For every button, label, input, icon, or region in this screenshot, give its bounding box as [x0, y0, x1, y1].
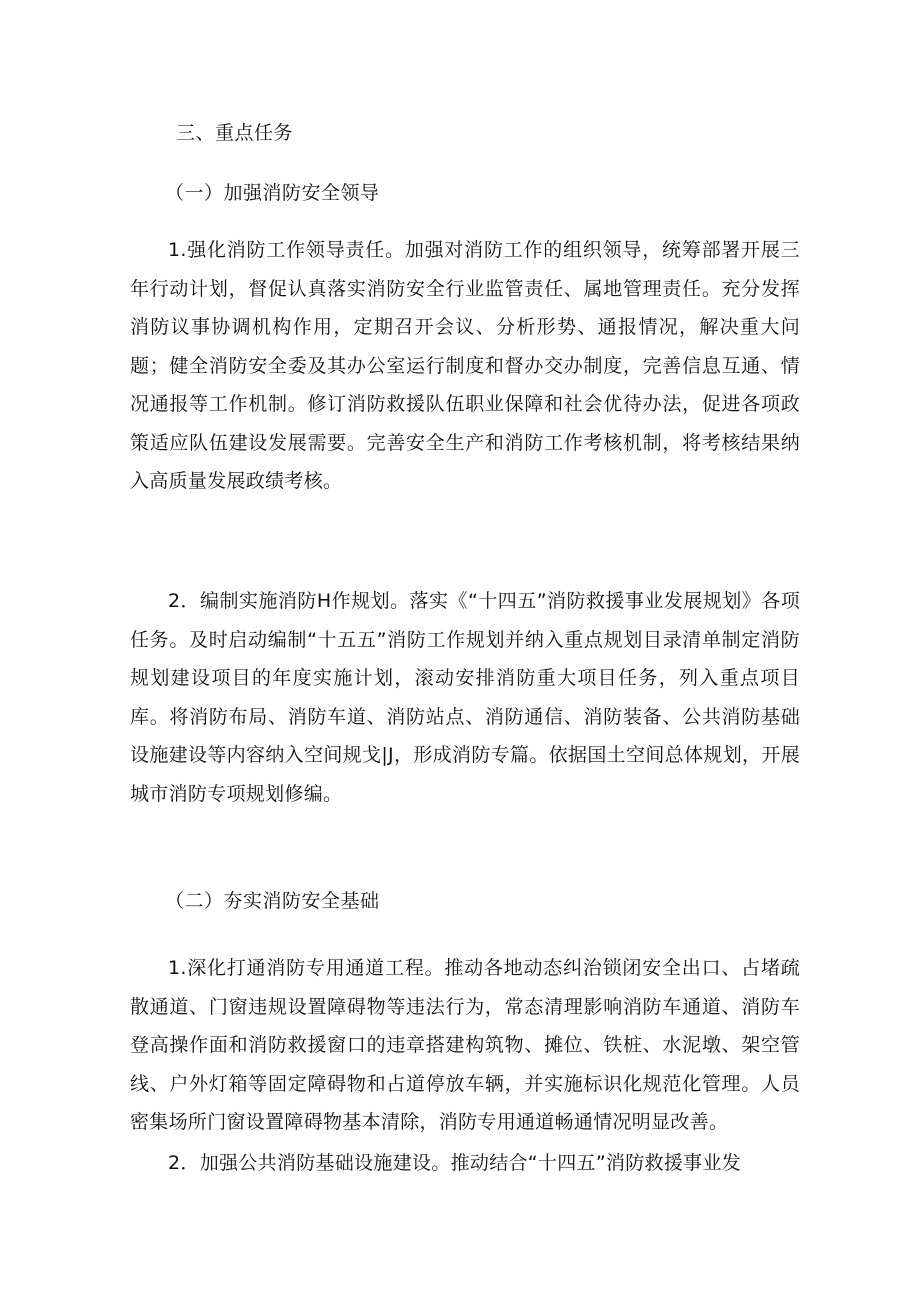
section-heading: 三、重点任务 [176, 122, 294, 144]
subsection-title-1: （一）加强消防安全领导 [165, 182, 380, 204]
paragraph-block-2 [130, 582, 800, 813]
paragraph: 1.深化打通消防专用通道工程。推动各地动态纠治锁闭安全出口、占堵疏散通道、门窗违规设置障碍物等违法行为，常态清理影响消防车通道、消防车登高操作面和消防救援窗口的违章搭建构筑物、摊位、铁桩、水泥墩、架空管线、户外灯箱等固定障碍物和占道停放车辆，并实施标识化规范化管理。人员密集场所门窗设置障碍物基本清除，消防专用通道畅通情况明显改善。 [130, 957, 800, 1133]
paragraph: 2．加强公共消防基础设施建设。推动结合“十四五”消防救援事业发 [168, 1152, 742, 1174]
paragraph-block-1 [130, 231, 800, 501]
paragraph-block-3 [130, 949, 800, 1142]
paragraph: 2．编制实施消防H作规划。落实《“十四五”消防救援事业发展规划》各项任务。及时启动编制“十五五”消防工作规划并纳入重点规划目录清单制定消防规划建设项目的年度实施计划，滚动安排消防重大项目任务，列入重点项目库。将消防布局、消防车道、消防站点、消防通信、消防装备、公共消防基础设施建设等内容纳入空间规戈|J，形成消防专篇。依据国土空间总体规划，开展城市消防专项规划修编。 [130, 590, 800, 805]
subsection-title-2: （二）夯实消防安全基础 [165, 890, 380, 912]
paragraph-block-4 [130, 1144, 800, 1183]
paragraph: 1.强化消防工作领导责任。加强对消防工作的组织领导，统筹部署开展三年行动计划，督促认真落实消防安全行业监管责任、属地管理责任。充分发挥消防议事协调机构作用，定期召开会议、分析形势、通报情况，解决重大问题；健全消防安全委及其办公室运行制度和督办交办制度，完善信息互通、情况通报等工作机制。修订消防救援队伍职业保障和社会优待办法，促进各项政策适应队伍建设发展需要。完善安全生产和消防工作考核机制，将考核结果纳入高质量发展政绩考核。 [130, 239, 800, 492]
